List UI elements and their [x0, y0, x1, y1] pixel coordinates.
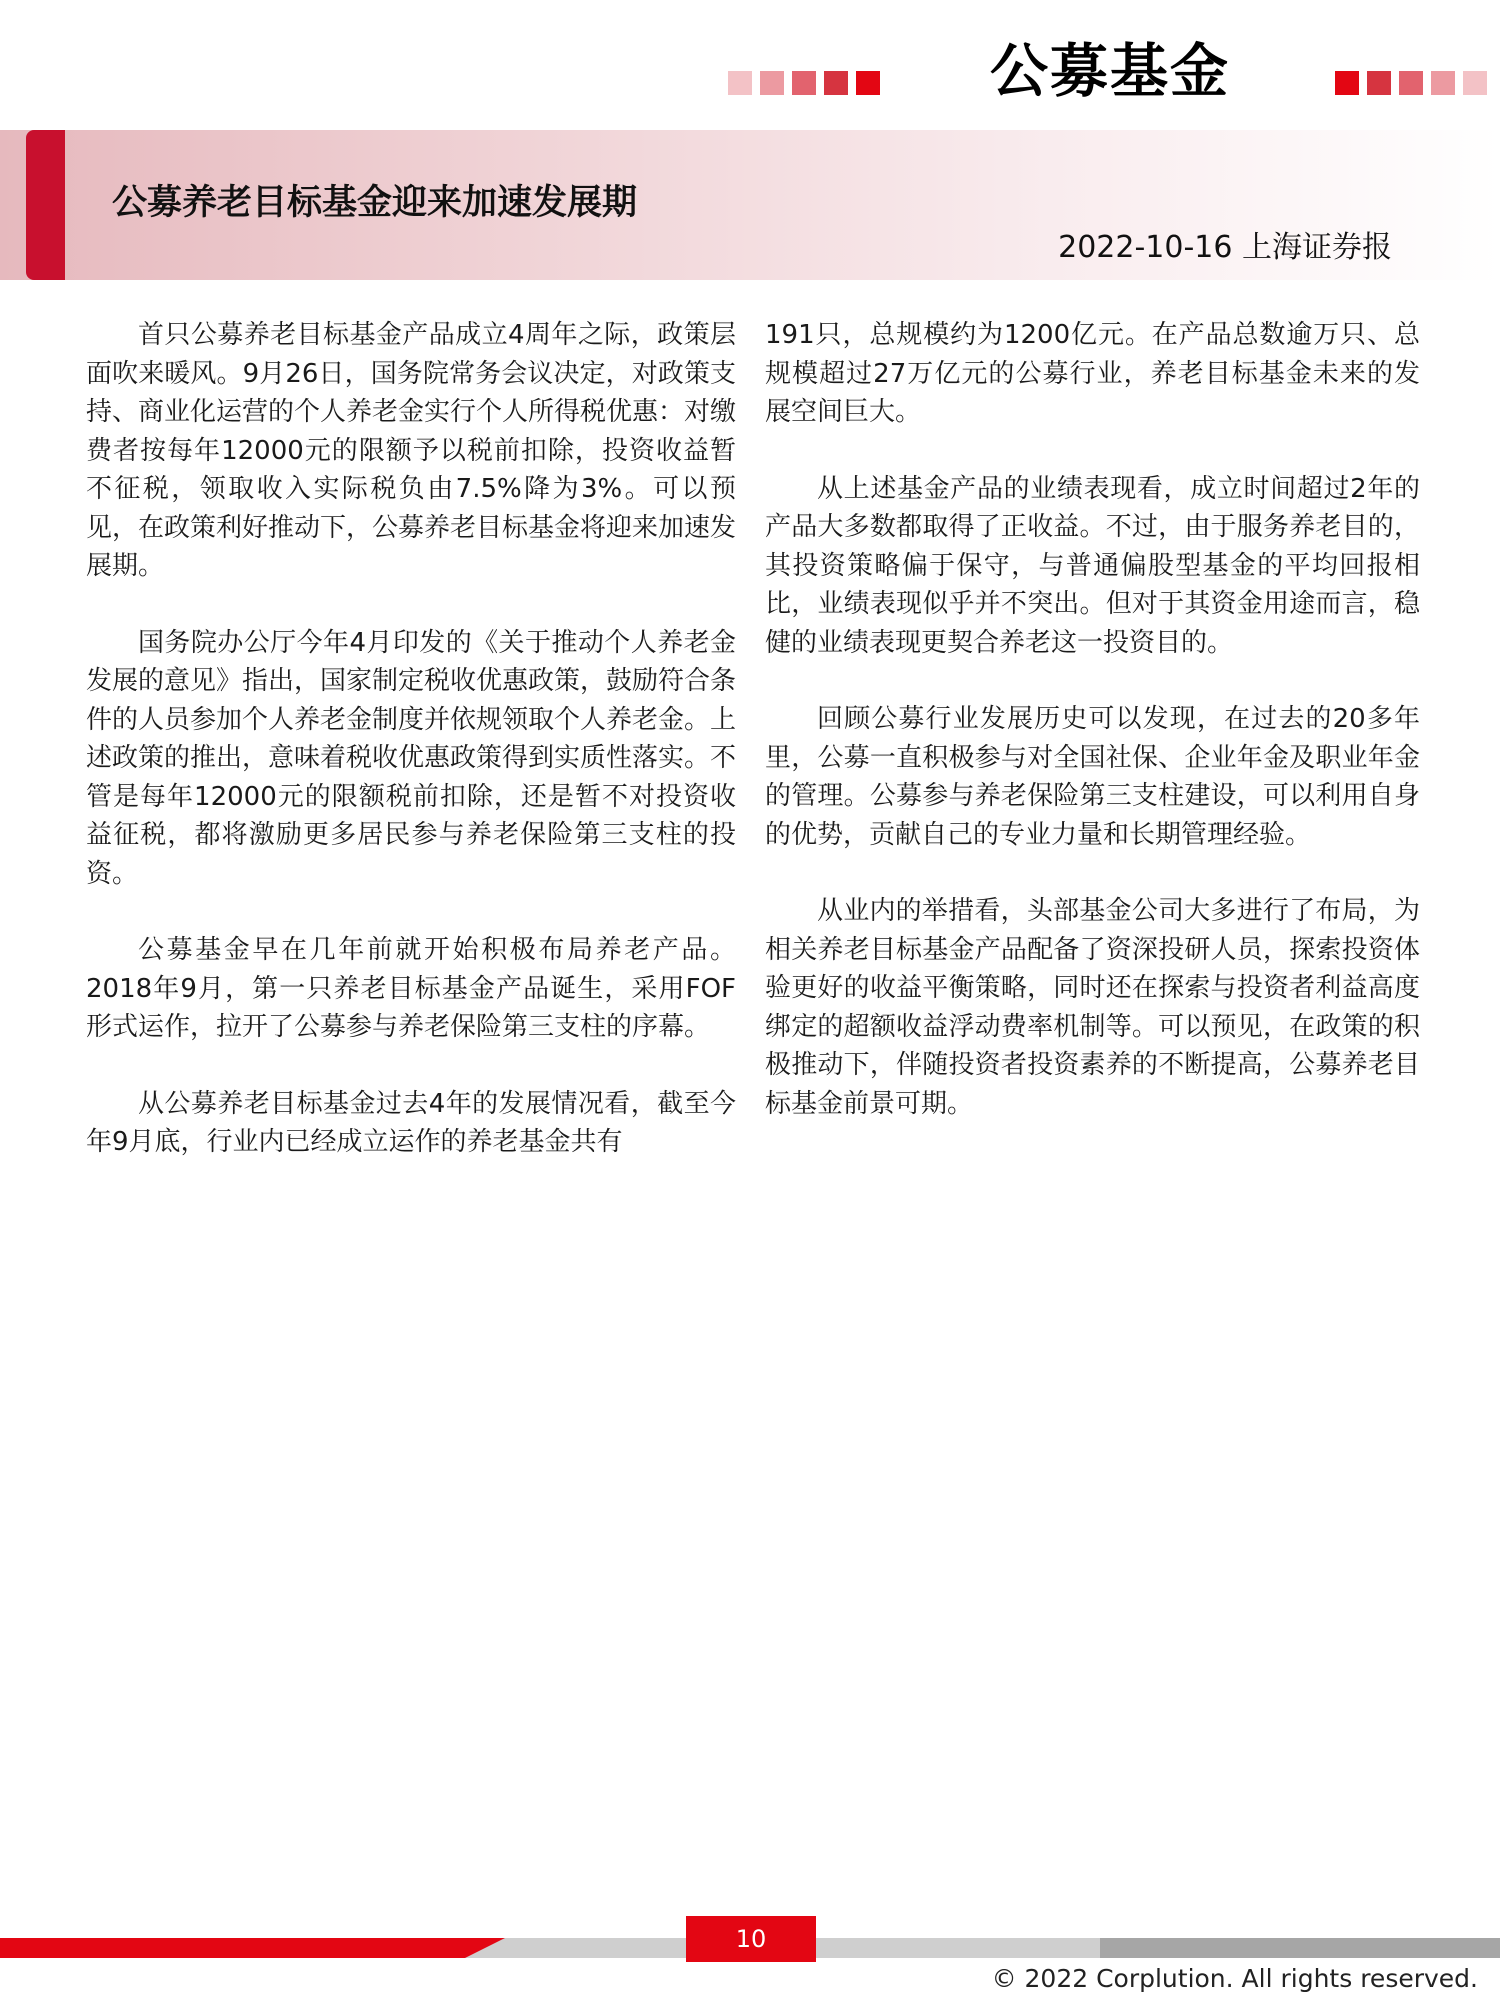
page-header — [0, 0, 1500, 125]
title-accent-bar — [26, 130, 65, 280]
article-column-left — [86, 316, 736, 1200]
article-column-right — [765, 316, 1420, 1161]
header-accent-square — [1367, 71, 1391, 95]
paragraph: 从上述基金产品的业绩表现看，成立时间超过2年的产品大多数都取得了正收益。不过，由于服务养老目的，其投资策略偏于保守，与普通偏股型基金的平均回报相比，业绩表现似乎并不突出。但对于其资金用途而言，稳健的业绩表现更契合养老这一投资目的。 — [765, 473, 1420, 658]
paragraph: 回顾公募行业发展历史可以发现，在过去的20多年里，公募一直积极参与对全国社保、企业年金及职业年金的管理。公募参与养老保险第三支柱建设，可以利用自身的优势，贡献自己的专业力量和长期管理经验。 — [765, 704, 1420, 850]
page-number: 10 — [686, 1916, 816, 1962]
paragraph: 公募基金早在几年前就开始积极布局养老产品。2018年9月，第一只养老目标基金产品诞生，采用FOF形式运作，拉开了公募参与养老保险第三支柱的序幕。 — [86, 935, 736, 1042]
header-accent-square — [824, 71, 848, 95]
article-date-source: 2022-10-16 上海证券报 — [1058, 230, 1392, 265]
paragraph: 国务院办公厅今年4月印发的《关于推动个人养老金发展的意见》指出，国家制定税收优惠政策，鼓励符合条件的人员参加个人养老金制度并依规领取个人养老金。上述政策的推出，意味着税收优惠政策得到实质性落实。不管是每年12000元的限额税前扣除，还是暂不对投资收益征税，都将激励更多居民参与养老保险第三支柱的投资。 — [86, 627, 737, 889]
copyright-notice: © 2022 Corplution. All rights reserved. — [991, 1964, 1478, 1993]
header-accent-square — [792, 71, 816, 95]
paragraph: 从公募养老目标基金过去4年的发展情况看，截至今年9月底，行业内已经成立运作的养老基金共有 — [86, 1088, 736, 1157]
section-title: 公募基金 — [989, 37, 1230, 105]
header-accent-square — [1431, 71, 1455, 95]
header-accent-square — [1399, 71, 1423, 95]
header-accent-square — [728, 71, 752, 95]
header-accent-square — [1463, 71, 1487, 95]
header-accent-square — [1335, 71, 1359, 95]
header-accent-square — [856, 71, 880, 95]
paragraph: 从业内的举措看，头部基金公司大多进行了布局，为相关养老目标基金产品配备了资深投研人员，探索投资体验更好的收益平衡策略，同时还在探索与投资者利益高度绑定的超额收益浮动费率机制等。可以预见，在政策的积极推动下，伴随投资者投资素养的不断提高，公募养老目标基金前景可期。 — [765, 896, 1420, 1119]
paragraph: 首只公募养老目标基金产品成立4周年之际，政策层面吹来暖风。9月26日，国务院常务会议决定，对政策支持、商业化运营的个人养老金实行个人所得税优惠：对缴费者按每年12000元的限额予以税前扣除，投资收益暂不征税，领取收入实际税负由7.5%降为3%。可以预见，在政策利好推动下，公募养老目标基金将迎来加速发展期。 — [86, 320, 737, 581]
paragraph: 191只，总规模约为1200亿元。在产品总数逾万只、总规模超过27万亿元的公募行业，养老目标基金未来的发展空间巨大。 — [765, 320, 1420, 427]
article-title: 公募养老目标基金迎来加速发展期 — [112, 183, 638, 223]
header-accent-square — [760, 71, 784, 95]
